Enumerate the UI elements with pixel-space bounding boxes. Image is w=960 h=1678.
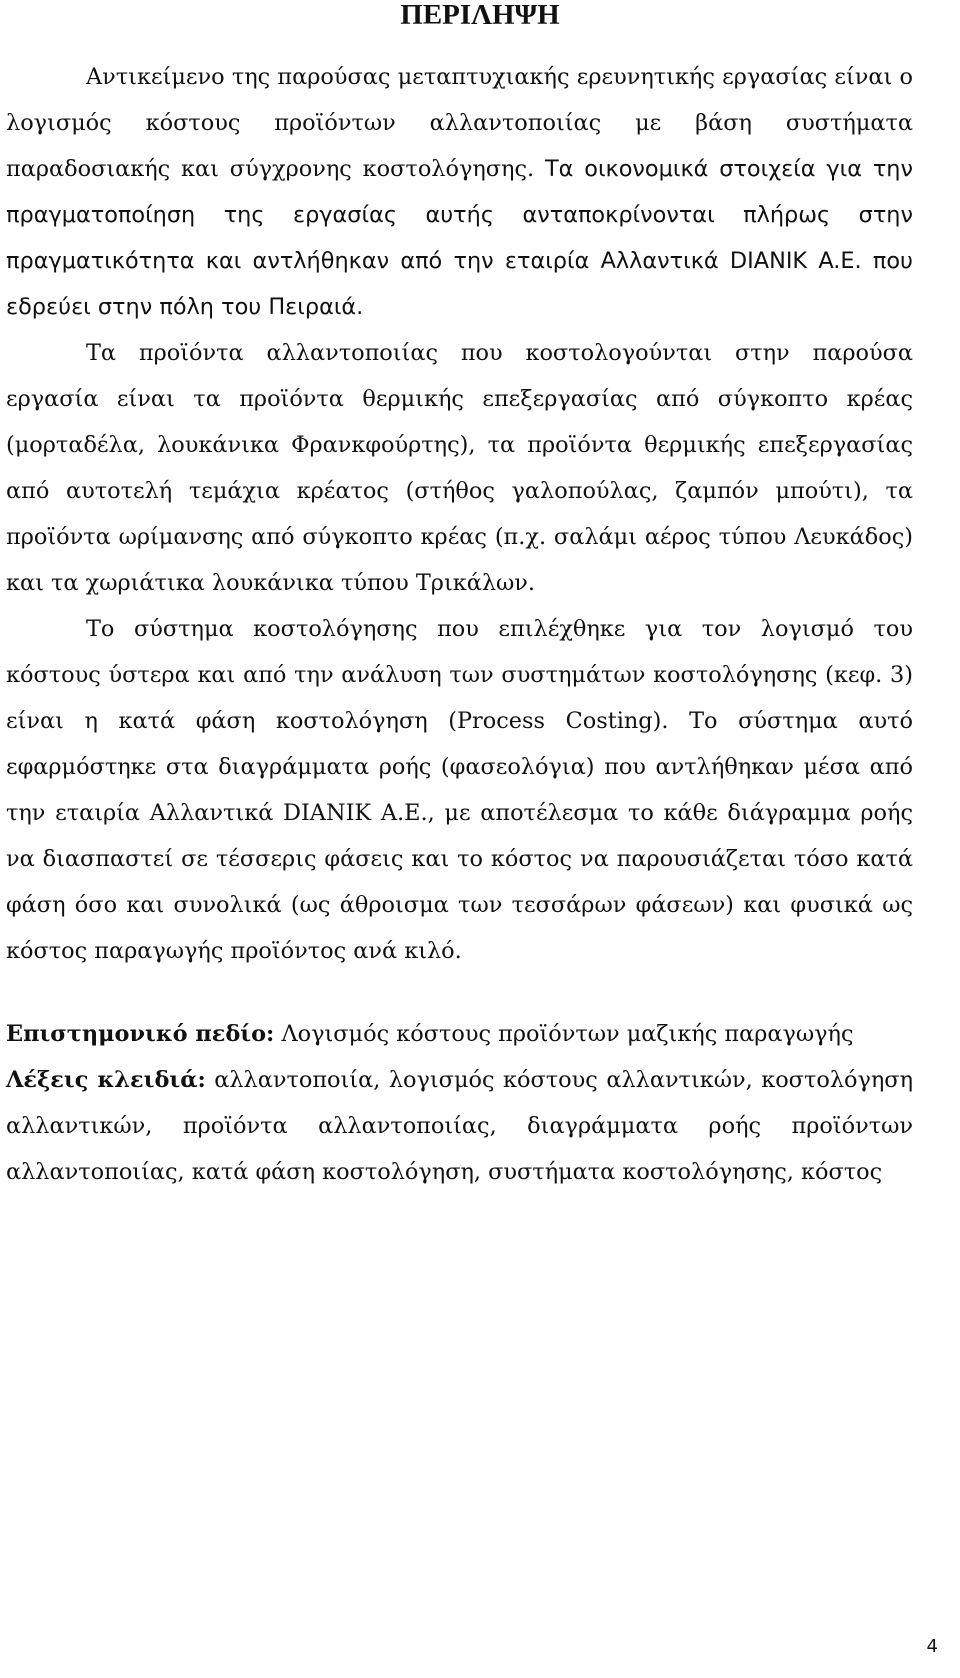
keywords: [6, 1057, 913, 1195]
meta-section: [6, 1011, 913, 1195]
paragraph-subject-text: Αντικείμενο της παρούσας μεταπτυχιακής ερευνητικής εργασίας είναι ο λογισμός κόστους προϊόντων αλλαντοποιίας με βάση συστήματα παραδοσιακής και σύγχρονης κοστολόγησης.: [6, 64, 913, 182]
paragraph-subject: [6, 54, 913, 330]
page-title: ΠΕΡΙΛΗΨΗ: [400, 0, 560, 31]
scientific-field: [6, 1011, 913, 1057]
paragraph-costing-system: Το σύστημα κοστολόγησης που επιλέχθηκε για τον λογισμό του κόστους ύστερα και από την ανάλυση των συστημάτων κοστολόγησης (κεφ. 3) είναι η κατά φάση κοστολόγηση (Process Costing). Το σύστημα αυτό εφαρμόστηκε στα διαγράμματα ροής (φασεολόγια) που αντλήθηκαν μέσα από την εταιρία Αλλαντικά DIANIK A.E., με αποτέλεσμα το κάθε διάγραμμα ροής να διασπαστεί σε τέσσερις φάσεις και το κόστος να παρουσιάζεται τόσο κατά φάση όσο και συνολικά (ως άθροισμα των τεσσάρων φάσεων) και φυσικά ως κόστος παραγωγής προϊόντος ανά κιλό.: [6, 616, 913, 964]
scientific-field-label: Επιστημονικό πεδίο:: [6, 1021, 275, 1047]
scientific-field-value: Λογισμός κόστους προϊόντων μαζικής παραγωγής: [274, 1021, 854, 1047]
page-number: 4: [926, 1636, 938, 1657]
summary-body: [6, 54, 913, 974]
paragraph-data-source-text: Τα οικονομικά στοιχεία για την πραγματοποίηση της εργασίας αυτής ανταποκρίνονται πλήρως στην πραγματικότητα και αντλήθηκαν από την εταιρία Αλλαντικά DIANIK A.E. που εδρεύει στην πόλη του Πειραιά.: [6, 156, 914, 320]
paragraph-products: Τα προϊόντα αλλαντοποιίας που κοστολογούνται στην παρούσα εργασία είναι τα προϊόντα θερμικής επεξεργασίας από σύγκοπτο κρέας (μορταδέλα, λουκάνικα Φρανκφούρτης), τα προϊόντα θερμικής επεξεργασίας από αυτοτελή τεμάχια κρέατος (στήθος γαλοπούλας, ζαμπόν μπούτι), τα προϊόντα ωρίμανσης από σύγκοπτο κρέας (π.χ. σαλάμι αέρος τύπου Λευκάδος) και τα χωριάτικα λουκάνικα τύπου Τρικάλων.: [6, 340, 913, 596]
keywords-label: Λέξεις κλειδιά:: [6, 1067, 206, 1093]
keywords-value: αλλαντοποιία, λογισμός κόστους αλλαντικών, κοστολόγηση αλλαντικών, προϊόντα αλλαντοποιίας, διαγράμματα ροής προϊόντων αλλαντοποιίας, κατά φάση κοστολόγηση, συστήματα κοστολόγησης, κόστος: [6, 1067, 914, 1185]
